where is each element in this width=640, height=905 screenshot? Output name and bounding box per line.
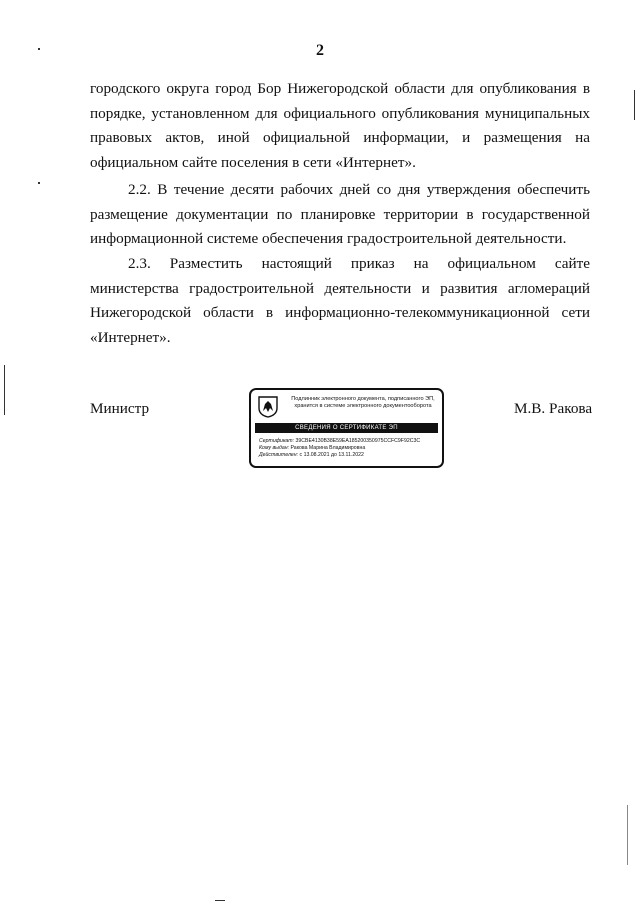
scan-mark-right-dots (627, 805, 628, 865)
stamp-cert-label: Сертификат: (259, 438, 295, 444)
page-number: 2 (316, 42, 324, 59)
stamp-valid-label: Действителен: (259, 452, 299, 458)
scan-mark-left-2 (38, 182, 40, 184)
paragraph-2-3: 2.3. Разместить настоящий приказ на официальном сайте министерства градостроительной деятельности и развития агломераций Нижегородской области в информационно-телекоммуникационной сети «Интернет». (90, 255, 590, 346)
stamp-owner-label: Кому выдан: (259, 445, 290, 451)
scan-mark-bottom (215, 900, 225, 901)
stamp-header-line-2: хранится в системе электронного документооборота (294, 403, 432, 409)
signature-role: Министр (90, 400, 150, 417)
stamp-certificate-bar: СВЕДЕНИЯ О СЕРТИФИКАТЕ ЭП (255, 423, 438, 433)
stamp-valid-value: с 13.08.2021 до 13.11.2022 (299, 452, 364, 458)
stamp-valid-row (259, 452, 420, 459)
stamp-cert-value: 39CBE4130B38E59EA185200350975CCFC9F92C3C (295, 438, 421, 444)
scan-mark-right-line (634, 90, 635, 120)
stamp-cert-row (259, 438, 420, 445)
signature-name: М.В. Ракова (514, 400, 593, 417)
paragraph-2-2: 2.2. В течение десяти рабочих дней со дня утверждения обеспечить размещение документации по планировке территории в государственной информационной системе обеспечения градостроительной деятельности. (90, 181, 590, 247)
stamp-details (259, 438, 420, 459)
coat-of-arms-icon (258, 396, 278, 418)
stamp-owner-value: Ракова Марина Владимировна (290, 445, 366, 451)
stamp-header (285, 396, 441, 410)
stamp-owner-row (259, 445, 420, 452)
digital-signature-stamp (249, 388, 444, 468)
paragraph-continuation: городского округа город Бор Нижегородской области для опубликования в порядке, установленном для официального опубликования муниципальных правовых актов, иной официальной информации, и размещения на официальном сайте поселения в сети «Интернет». (90, 80, 590, 171)
scan-mark-left-1 (38, 48, 40, 50)
stamp-header-line-1: Подлинник электронного документа, подписанного ЭП, (291, 396, 435, 402)
scan-mark-left-line (4, 365, 5, 415)
